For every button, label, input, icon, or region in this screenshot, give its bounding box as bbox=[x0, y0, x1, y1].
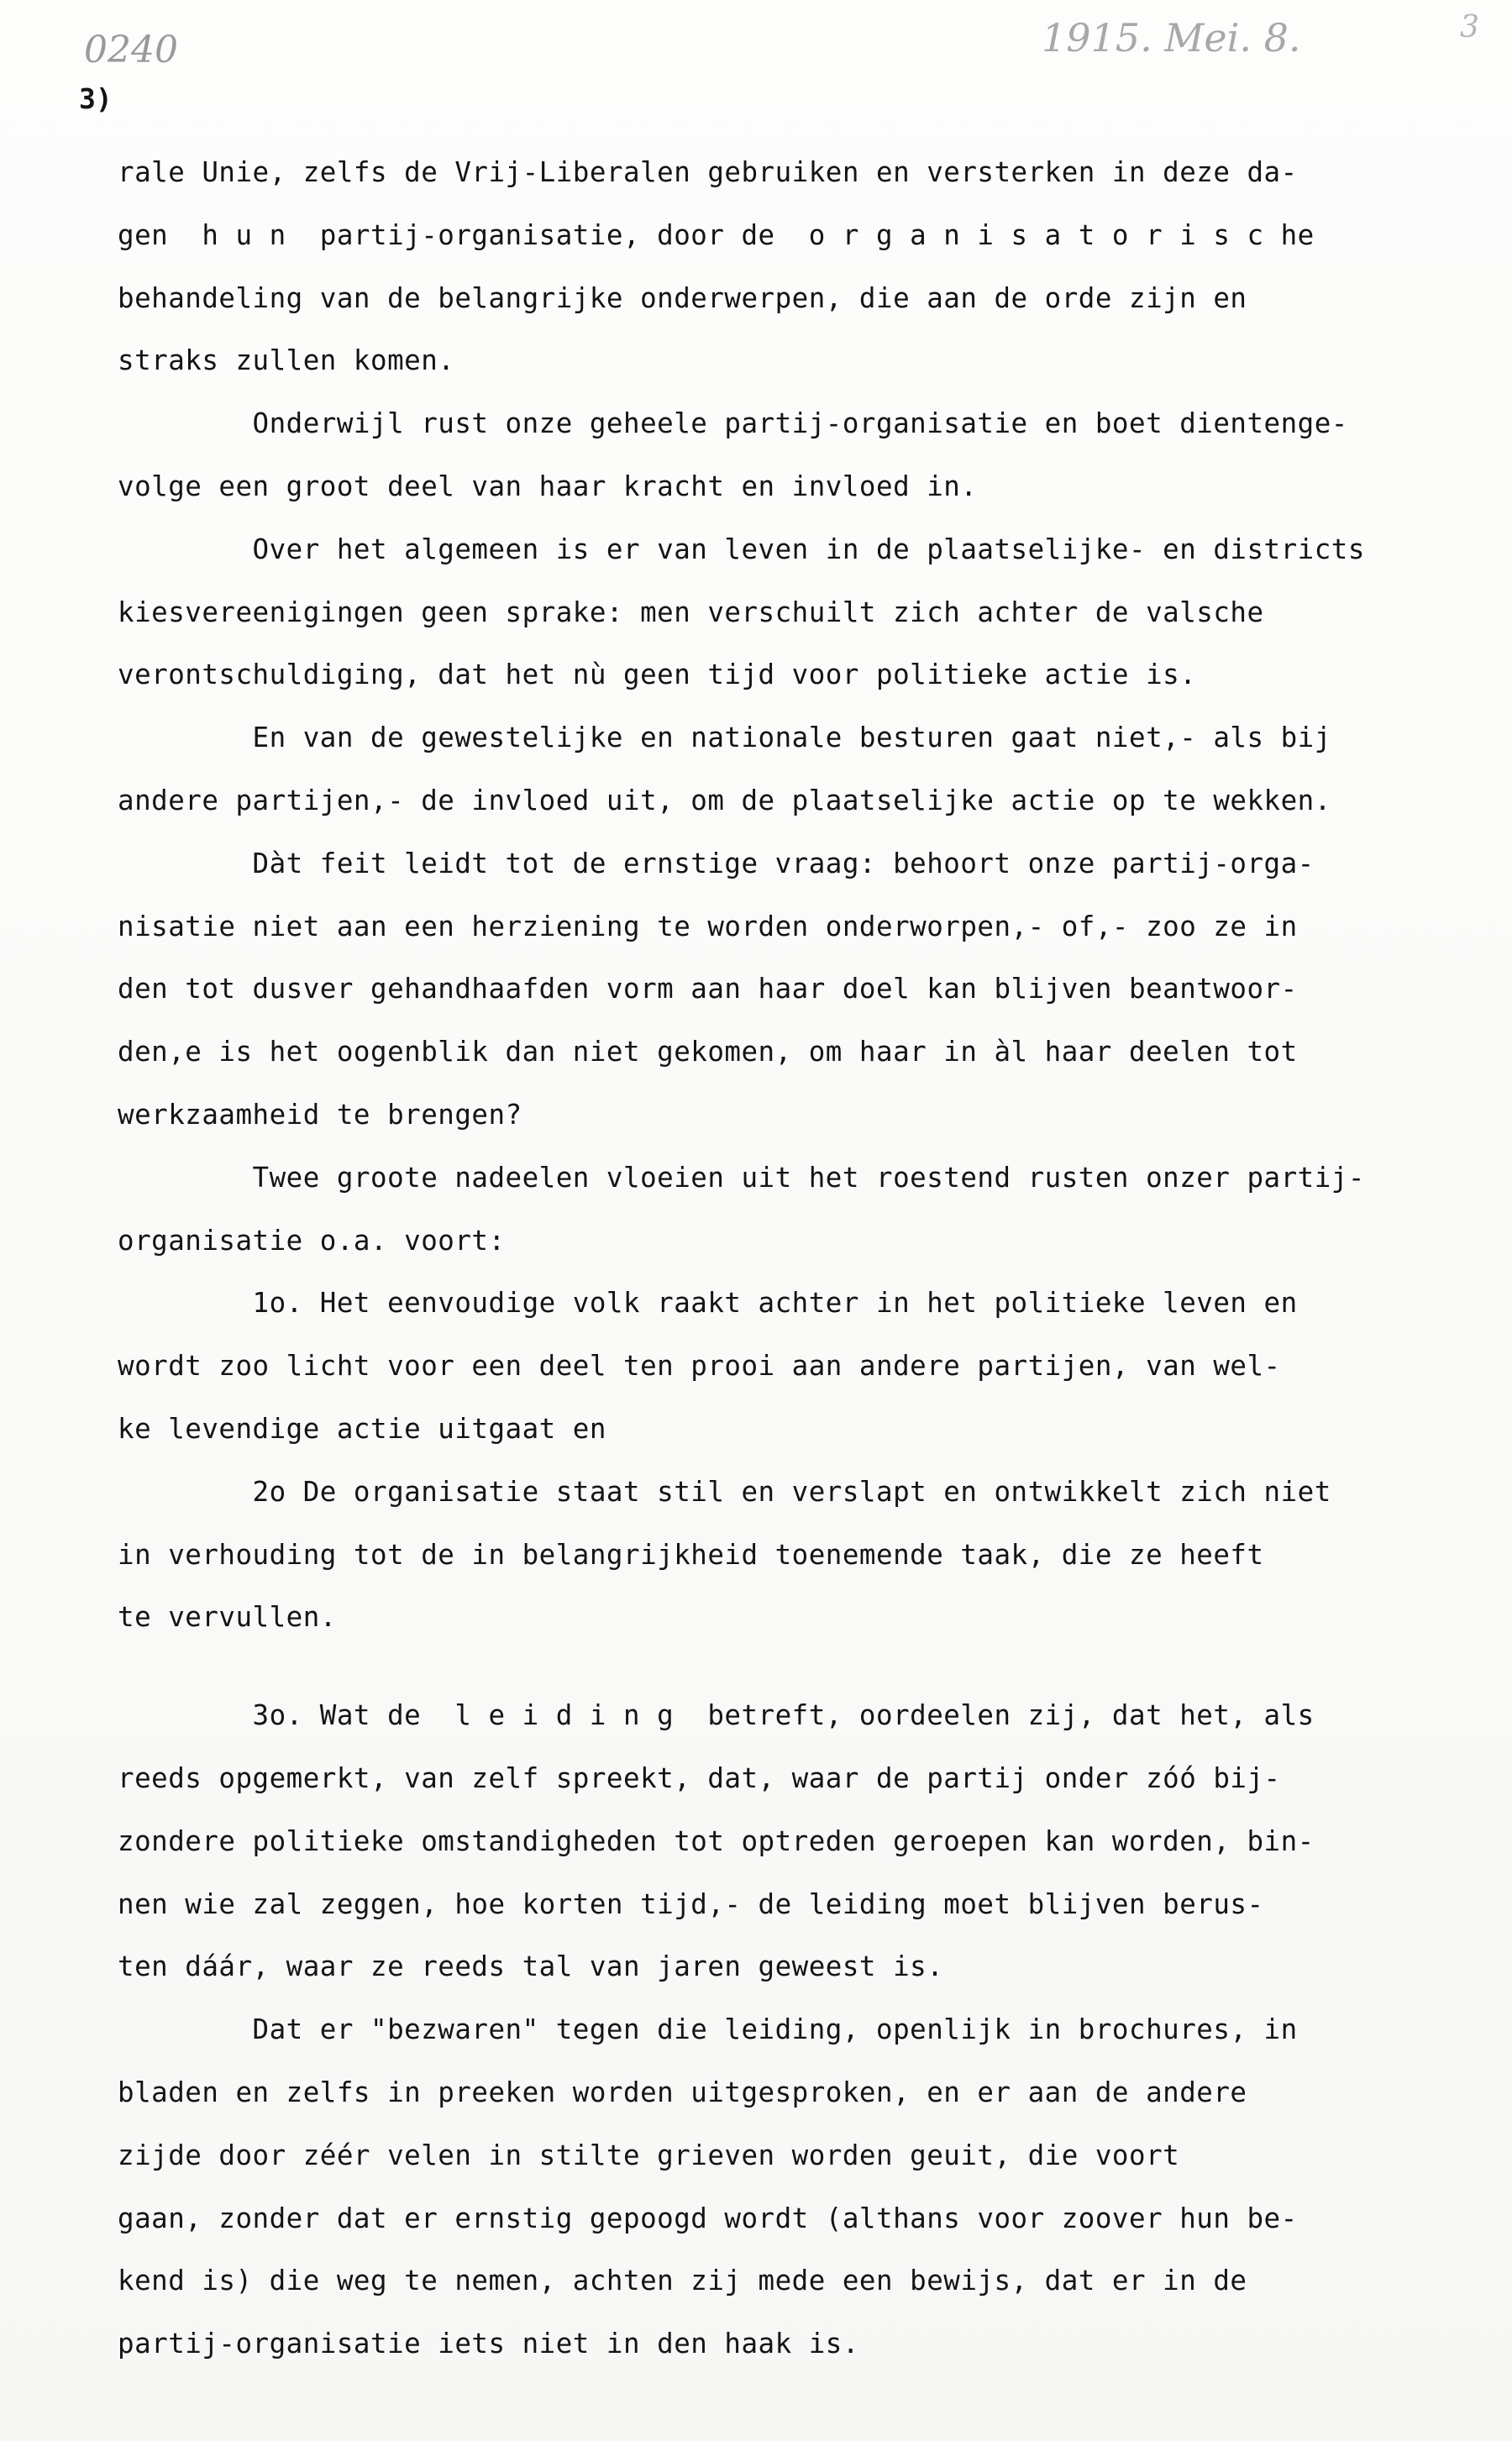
paragraph-gap bbox=[118, 1649, 1428, 1684]
text-line: wordt zoo licht voor een deel ten prooi aan andere partijen, van wel- bbox=[118, 1350, 1281, 1383]
text-line: ke levendige actie uitgaat en bbox=[118, 1412, 606, 1445]
text-line: Onderwijl rust onze geheele partij-organisatie en boet dientenge- bbox=[118, 407, 1348, 440]
text-line: andere partijen,- de invloed uit, om de plaatselijke actie op te wekken. bbox=[118, 784, 1331, 816]
page-number: 3) bbox=[79, 82, 113, 115]
text-line: reeds opgemerkt, van zelf spreekt, dat, waar de partij onder zóó bij- bbox=[118, 1761, 1281, 1794]
text-line: kiesvereenigingen geen sprake: men verschuilt zich achter de valsche bbox=[118, 596, 1264, 628]
paragraph bbox=[118, 1272, 1428, 1460]
text-line: volge een groot deel van haar kracht en invloed in. bbox=[118, 470, 978, 502]
text-line: Dat er "bezwaren" tegen die leiding, openlijk in brochures, in bbox=[118, 2013, 1298, 2046]
text-line: partij-organisatie iets niet in den haak is. bbox=[118, 2328, 859, 2360]
text-line: gen h u n partij-organisatie, door de o r g a n i s a t o r i s c he bbox=[118, 218, 1315, 251]
text-line: 2o De organisatie staat stil en verslapt en ontwikkelt zich niet bbox=[118, 1475, 1331, 1508]
text-line: kend is) die weg te nemen, achten zij mede een bewijs, dat er in de bbox=[118, 2265, 1247, 2297]
paragraph bbox=[118, 1684, 1428, 1998]
text-line: in verhouding tot de in belangrijkheid toenemende taak, die ze heeft bbox=[118, 1538, 1264, 1571]
text-line: nisatie niet aan een herziening te worden onderworpen,- of,- zoo ze in bbox=[118, 910, 1298, 942]
text-line: Over het algemeen is er van leven in de plaatselijke- en districts bbox=[118, 533, 1365, 565]
text-line: den tot dusver gehandhaafden vorm aan haar doel kan blijven beantwoor- bbox=[118, 973, 1298, 1005]
paragraph bbox=[118, 1998, 1428, 2375]
text-line: 1o. Het eenvoudige volk raakt achter in het politieke leven en bbox=[118, 1287, 1298, 1320]
handwritten-archive-code: 0240 bbox=[84, 29, 178, 71]
text-line: straks zullen komen. bbox=[118, 344, 455, 377]
paragraph bbox=[118, 706, 1428, 832]
paragraph bbox=[118, 1147, 1428, 1273]
text-line: te vervullen. bbox=[118, 1601, 337, 1634]
text-line: verontschuldiging, dat het nù geen tijd voor politieke actie is. bbox=[118, 659, 1197, 691]
paragraph bbox=[118, 141, 1428, 392]
text-line: behandeling van de belangrijke onderwerpen, die aan de orde zijn en bbox=[118, 281, 1247, 314]
text-line: rale Unie, zelfs de Vrij-Liberalen gebruiken en versterken in deze da- bbox=[118, 156, 1298, 188]
paragraph bbox=[118, 1461, 1428, 1649]
text-line: nen wie zal zeggen, hoe korten tijd,- de leiding moet blijven berus- bbox=[118, 1887, 1264, 1920]
text-line: zijde door zéér velen in stilte grieven worden geuit, die voort bbox=[118, 2139, 1180, 2171]
document-body bbox=[118, 141, 1428, 2375]
text-line: 3o. Wat de l e i d i n g betreft, oordeelen zij, dat het, als bbox=[118, 1699, 1315, 1732]
paragraph bbox=[118, 392, 1428, 518]
handwritten-date-note: 1915. Mei. 8. bbox=[1042, 15, 1301, 60]
text-line: ten dáár, waar ze reeds tal van jaren geweest is. bbox=[118, 1950, 944, 1983]
handwritten-corner-mark: 3 bbox=[1460, 10, 1479, 45]
text-line: organisatie o.a. voort: bbox=[118, 1224, 506, 1257]
text-line: bladen en zelfs in preeken worden uitgesproken, en er aan de andere bbox=[118, 2076, 1247, 2108]
paragraph bbox=[118, 518, 1428, 706]
text-line: Dàt feit leidt tot de ernstige vraag: behoort onze partij-orga- bbox=[118, 847, 1315, 879]
text-line: werkzaamheid te brengen? bbox=[118, 1098, 522, 1131]
text-line: den,e is het oogenblik dan niet gekomen, om haar in àl haar deelen tot bbox=[118, 1036, 1298, 1068]
text-line: En van de gewestelijke en nationale besturen gaat niet,- als bij bbox=[118, 722, 1331, 754]
text-line: gaan, zonder dat er ernstig gepoogd wordt (althans voor zoover hun be- bbox=[118, 2202, 1298, 2234]
text-line: Twee groote nadeelen vloeien uit het roestend rusten onzer partij- bbox=[118, 1161, 1365, 1194]
text-line: zondere politieke omstandigheden tot optreden geroepen kan worden, bin- bbox=[118, 1824, 1315, 1857]
paragraph bbox=[118, 832, 1428, 1147]
